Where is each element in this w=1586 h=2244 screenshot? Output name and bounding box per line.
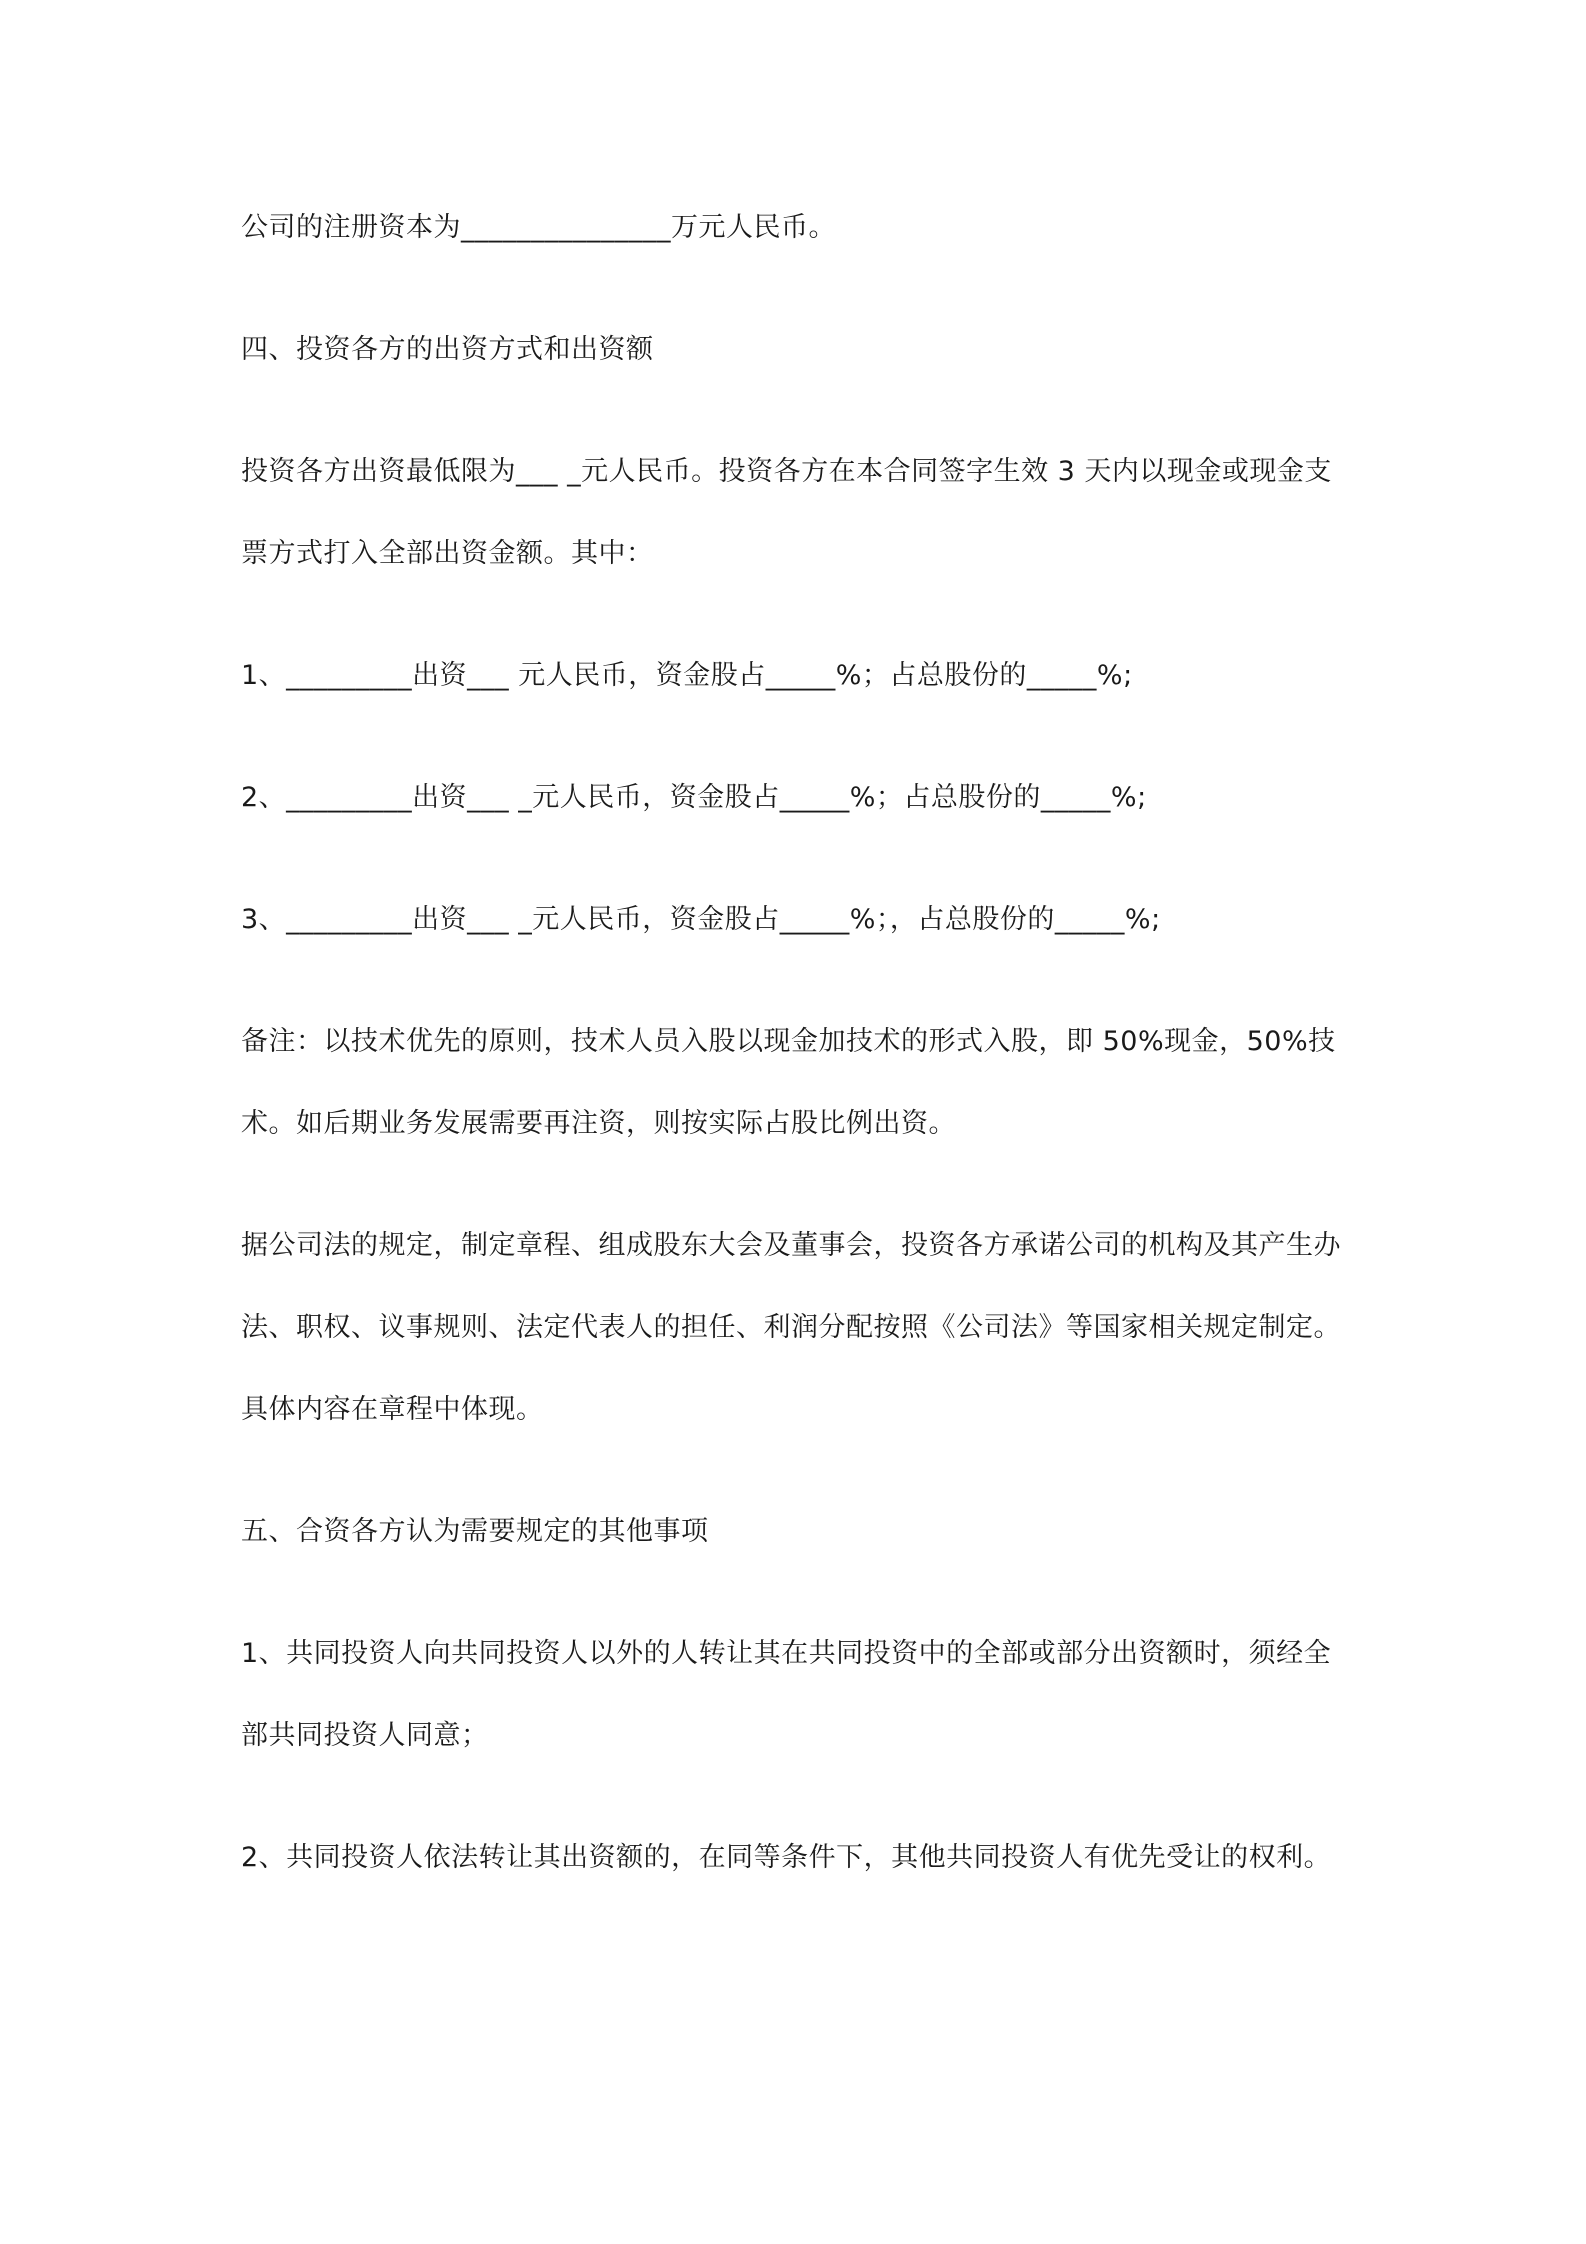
list-item-2: 2、_________出资___ _元人民币，资金股占_____%；占总股份的_____%;: [241, 782, 1147, 813]
list-item-3: 3、_________出资___ _元人民币，资金股占_____%；，占总股份的_____%;: [241, 904, 1161, 935]
list-item-1-continued: 部共同投资人同意；: [241, 1720, 489, 1751]
list-item-2: 2、共同投资人依法转让其出资额的，在同等条件下，其他共同投资人有优先受让的权利。: [241, 1842, 1332, 1873]
remark-line: 备注：以技术优先的原则，技术人员入股以现金加技术的形式入股，即 50%现金，50%技: [241, 1026, 1336, 1057]
paragraph-line: 法、职权、议事规则、法定代表人的担任、利润分配按照《公司法》等国家相关规定制定。: [241, 1312, 1341, 1343]
paragraph-line: 据公司法的规定，制定章程、组成股东大会及董事会，投资各方承诺公司的机构及其产生办: [241, 1230, 1341, 1261]
paragraph-line: 投资各方出资最低限为___ _元人民币。投资各方在本合同签字生效 3 天内以现金或现金支: [241, 456, 1332, 487]
paragraph-line: 票方式打入全部出资金额。其中：: [241, 538, 654, 569]
section-heading-5: 五、合资各方认为需要规定的其他事项: [241, 1516, 709, 1547]
list-item-1: 1、共同投资人向共同投资人以外的人转让其在共同投资中的全部或部分出资额时，须经全: [241, 1638, 1332, 1669]
registered-capital-line: 公司的注册资本为_______________万元人民币。: [241, 212, 836, 243]
section-heading-4: 四、投资各方的出资方式和出资额: [241, 334, 654, 365]
remark-line: 术。如后期业务发展需要再注资，则按实际占股比例出资。: [241, 1108, 956, 1139]
list-item-1: 1、_________出资___ 元人民币，资金股占_____%；占总股份的_____%;: [241, 660, 1133, 691]
paragraph-line: 具体内容在章程中体现。: [241, 1394, 544, 1425]
